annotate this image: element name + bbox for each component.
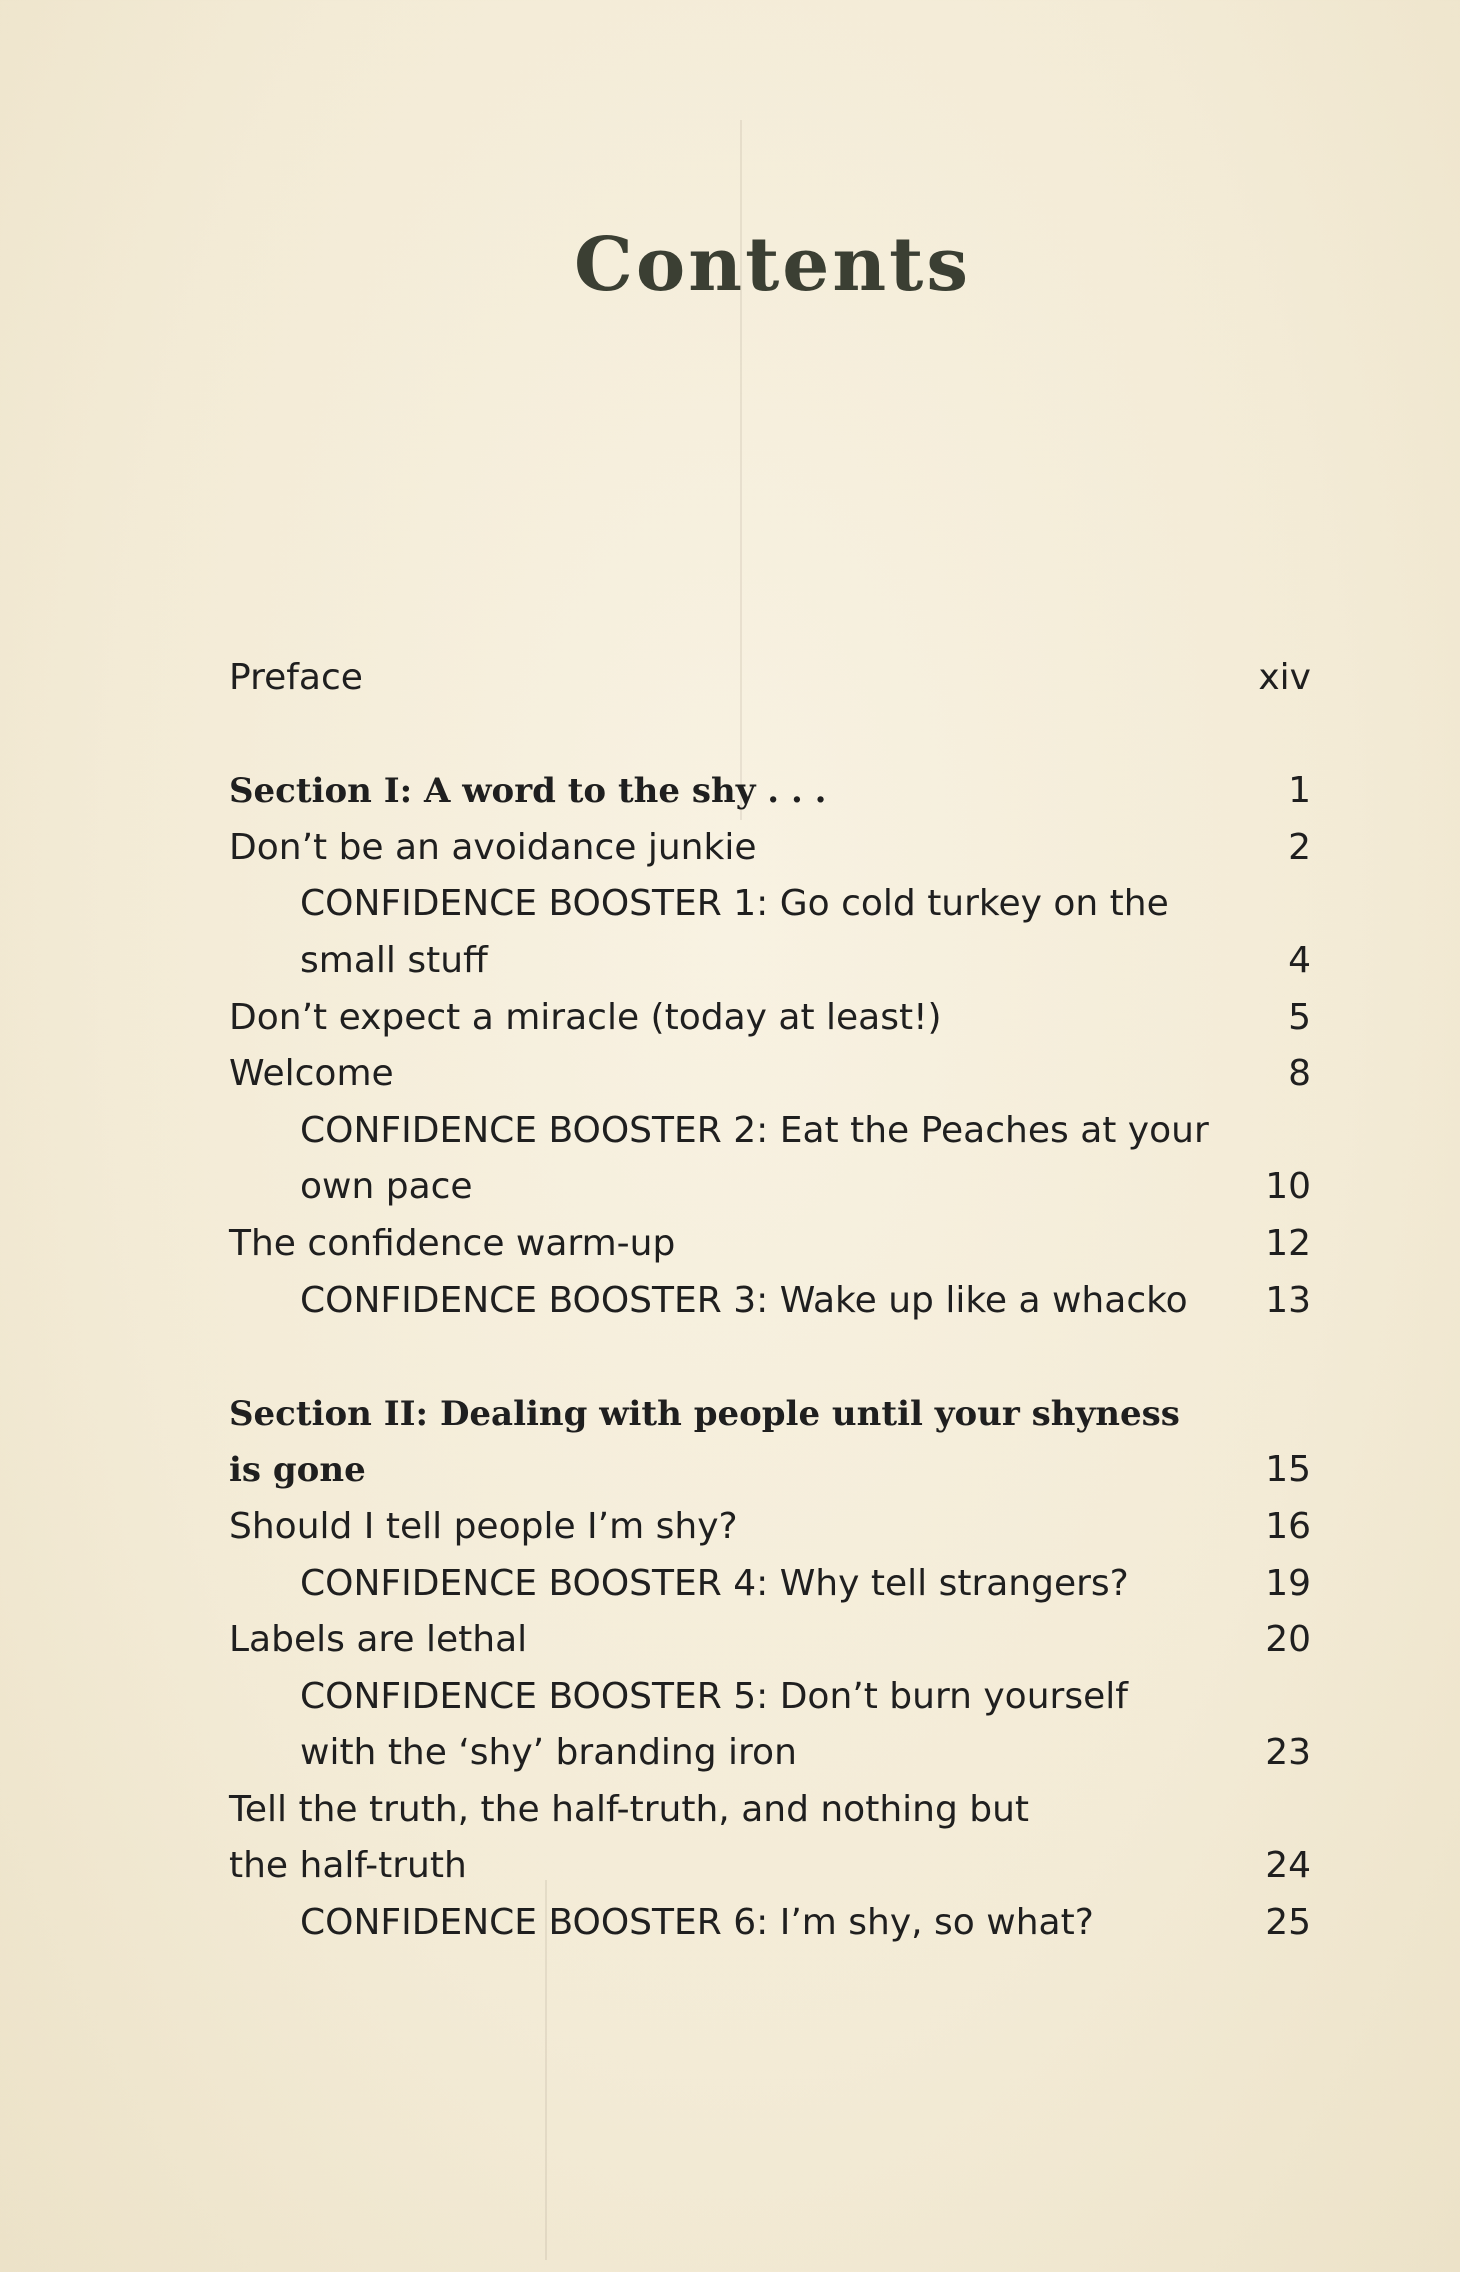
toc-entry-label-line: CONFIDENCE BOOSTER 1: Go cold turkey on the [300,883,1169,925]
toc-page-number: 12 [1265,1222,1311,1264]
toc-entry-preface[interactable] [229,650,1311,707]
toc-page-number: 23 [1265,1732,1311,1774]
toc-page-number: 5 [1288,996,1311,1038]
toc-entry[interactable] [229,1499,1311,1556]
toc-entry[interactable] [229,1046,1311,1103]
toc-page-number: 15 [1265,1449,1311,1491]
toc-entry[interactable] [229,820,1311,877]
toc-section-1[interactable] [229,763,1311,820]
toc-entry-booster[interactable] [229,1556,1311,1613]
toc-page-number: 1 [1288,770,1311,812]
toc-entry-label-line: CONFIDENCE BOOSTER 2: Eat the Peaches at your [300,1109,1209,1151]
toc-entry-label: Should I tell people I’m shy? [229,1505,738,1547]
table-of-contents [229,650,1311,1952]
page-title: Contents [574,222,971,308]
toc-entry-label: Labels are lethal [229,1619,528,1661]
toc-entry-label [229,1669,1128,1782]
toc-entry-label: Preface [229,657,363,698]
toc-entry[interactable] [229,1216,1311,1273]
toc-entry-label-line: CONFIDENCE BOOSTER 5: Don’t burn yourself [300,1675,1128,1717]
spacer [229,1329,1311,1386]
toc-entry-label: Welcome [229,1053,394,1095]
toc-page-number: xiv [1258,657,1311,698]
toc-entry-label: Don’t expect a miracle (today at least!) [229,996,942,1038]
toc-entry[interactable] [229,990,1311,1047]
toc-entry-booster[interactable] [229,1273,1311,1330]
toc-page-number: 16 [1265,1505,1311,1547]
toc-page-number: 24 [1265,1845,1311,1887]
toc-entry-label-line: Tell the truth, the half-truth, and nothing but [229,1788,1030,1830]
toc-section-2[interactable] [229,1386,1311,1499]
toc-entry-label-line: small stuff [300,939,488,981]
toc-entry-label: Don’t be an avoidance junkie [229,826,757,868]
toc-entry-booster[interactable] [229,1669,1311,1782]
toc-entry-label-line: the half-truth [229,1845,467,1887]
toc-entry-booster[interactable] [229,876,1311,989]
toc-entry-label-line: own pace [300,1166,473,1208]
toc-entry-label: CONFIDENCE BOOSTER 3: Wake up like a whacko [300,1279,1188,1321]
section-heading [229,1386,1180,1499]
toc-entry-label: The confidence warm-up [229,1222,676,1264]
toc-page-number: 25 [1265,1902,1311,1944]
toc-page-number: 4 [1288,939,1311,981]
toc-entry[interactable] [229,1782,1311,1895]
toc-entry-label [229,1782,1029,1895]
toc-entry-label [229,1103,1209,1216]
toc-page-number: 8 [1288,1053,1311,1095]
toc-page-number: 20 [1265,1619,1311,1661]
toc-entry-booster[interactable] [229,1895,1311,1952]
toc-entry-label-line: with the ‘shy’ branding iron [300,1732,797,1774]
section-heading: Section I: A word to the shy . . . [229,771,827,812]
toc-entry-label: CONFIDENCE BOOSTER 4: Why tell strangers? [300,1562,1129,1604]
toc-page-number: 2 [1288,826,1311,868]
toc-entry-label: CONFIDENCE BOOSTER 6: I’m shy, so what? [300,1902,1094,1944]
toc-page-number: 13 [1265,1279,1311,1321]
section-heading-line: Section II: Dealing with people until your shyness [229,1393,1180,1434]
spacer [229,707,1311,764]
toc-entry-label [229,876,1169,989]
toc-page-number: 19 [1265,1562,1311,1604]
toc-entry[interactable] [229,1612,1311,1669]
toc-page-number: 10 [1265,1166,1311,1208]
toc-entry-booster[interactable] [229,1103,1311,1216]
section-heading-line: is gone [229,1450,366,1491]
